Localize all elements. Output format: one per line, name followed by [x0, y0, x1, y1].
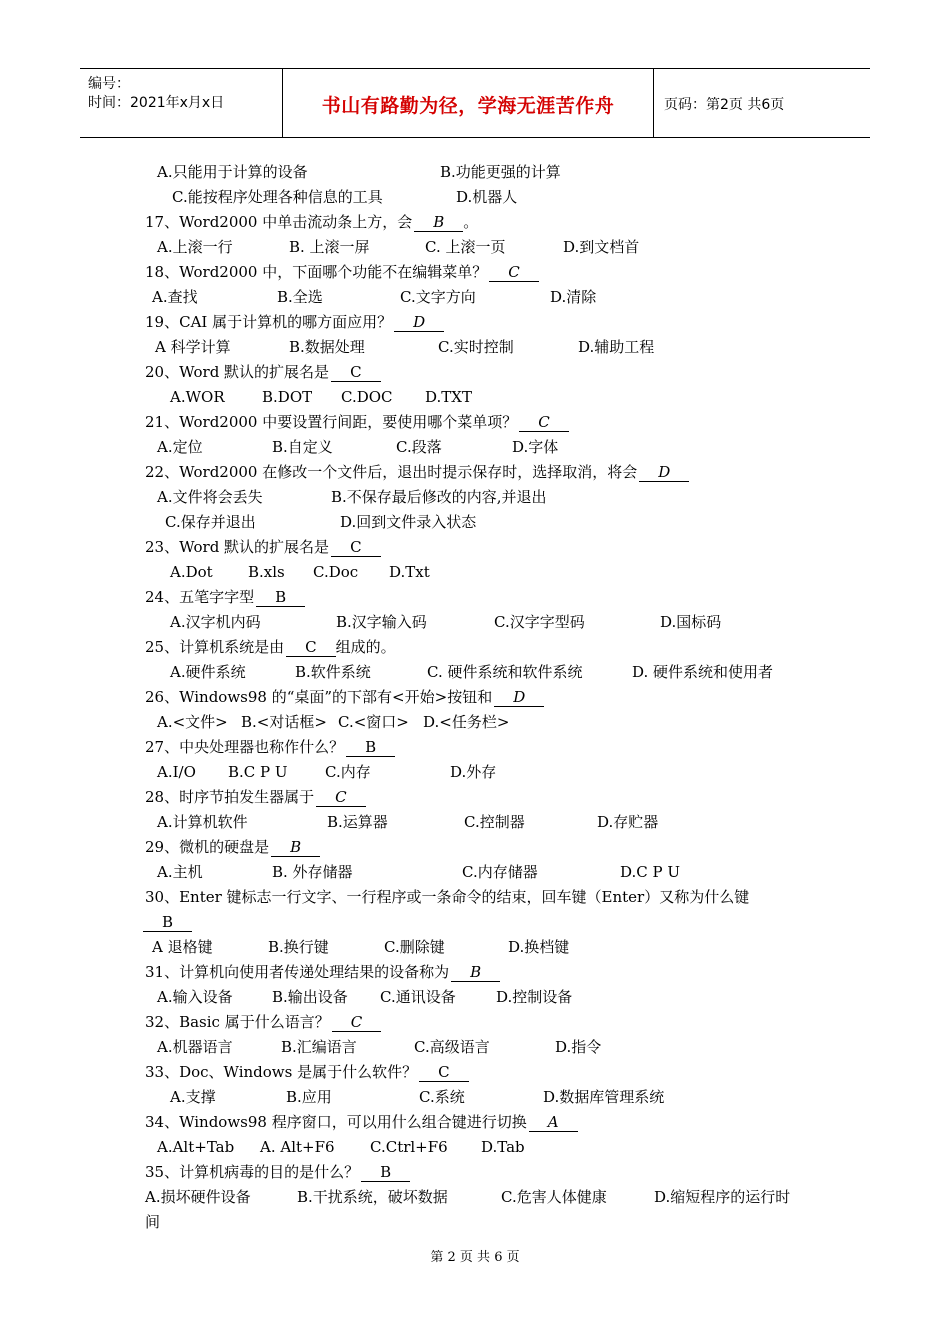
line-text: 22、Word2000 在修改一个文件后，退出时提示保存时，选择取消，将会	[145, 463, 638, 481]
line-text: 30、Enter 键标志一行文字、一行程序或一条命令的结束，回车键（Enter）又称为什么键	[145, 888, 750, 906]
line-text: 33、Doc、Windows 是属于什么软件？	[145, 1063, 418, 1081]
line-text: 23、Word 默认的扩展名是	[145, 538, 330, 556]
option-line	[389, 562, 430, 582]
line-text: A.I/O	[157, 763, 196, 781]
line-text: A.只能用于计算的设备	[157, 163, 308, 181]
option-line	[268, 937, 329, 957]
line-text: A.主机	[157, 863, 203, 881]
option-line	[157, 1137, 234, 1157]
line-text: C.DOC	[341, 388, 393, 406]
option-line	[157, 162, 308, 182]
line-text: D.机器人	[456, 188, 518, 206]
line-text: B.软件系统	[295, 663, 371, 681]
option-line	[172, 187, 383, 207]
option-line	[157, 237, 233, 257]
line-text: C.危害人体健康	[501, 1188, 607, 1206]
number-label: 编号：	[88, 76, 130, 92]
line-text: B. 上滚一屏	[289, 238, 370, 256]
line-text: A. Alt+F6	[260, 1138, 335, 1156]
option-line	[170, 1087, 216, 1107]
answer-blank: B	[361, 1164, 410, 1182]
answer-blank: C	[286, 639, 335, 657]
option-line	[632, 662, 773, 682]
line-text: D.到文档首	[563, 238, 640, 256]
question-line	[145, 462, 689, 482]
option-line	[281, 1037, 357, 1057]
question-line	[145, 1062, 469, 1082]
header-left-cell	[80, 69, 282, 137]
answer-blank: D	[394, 314, 444, 332]
question-line	[141, 912, 192, 932]
line-text: C.系统	[419, 1088, 465, 1106]
option-line	[660, 612, 721, 632]
option-line	[152, 287, 198, 307]
option-line	[481, 1137, 525, 1157]
option-line	[563, 237, 639, 257]
line-text: C.控制器	[464, 813, 525, 831]
option-line	[597, 812, 658, 832]
question-line	[145, 637, 396, 657]
option-line	[145, 887, 749, 907]
line-text: C.保存并退出	[165, 513, 256, 531]
line-text: A.汉字机内码	[170, 613, 261, 631]
option-line	[555, 1037, 601, 1057]
line-text: D.C P U	[620, 863, 681, 881]
line-text: B.输出设备	[272, 988, 348, 1006]
answer-blank: B	[271, 839, 320, 857]
line-text: 24、五笔字字型	[145, 588, 255, 606]
line-text: B. 外存储器	[272, 863, 353, 881]
option-line	[277, 287, 323, 307]
line-text: D. 硬件系统和使用者	[632, 663, 774, 681]
option-line	[384, 937, 445, 957]
option-line	[380, 987, 456, 1007]
line-text: D.控制设备	[496, 988, 573, 1006]
option-line	[496, 987, 572, 1007]
line-text: D.存贮器	[597, 813, 659, 831]
option-line	[170, 662, 246, 682]
question-line	[145, 262, 539, 282]
line-text: 18、Word2000 中，下面哪个功能不在编辑菜单？	[145, 263, 488, 281]
option-line	[157, 1037, 233, 1057]
option-line	[494, 612, 585, 632]
option-line	[165, 512, 256, 532]
line-text: B.干扰系统，破坏数据	[297, 1188, 448, 1206]
line-text: A.上滚一行	[157, 238, 233, 256]
line-text: C. 硬件系统和软件系统	[427, 663, 583, 681]
option-line	[578, 337, 654, 357]
line-text: B.不保存最后修改的内容,并退出	[331, 488, 547, 506]
line-text: B.<对话框>	[241, 713, 327, 731]
option-line	[464, 812, 525, 832]
question-line	[145, 312, 444, 332]
line-text: D.缩短程序的运行时	[654, 1188, 791, 1206]
line-text: C.内存储器	[462, 863, 538, 881]
question-line	[145, 537, 381, 557]
option-line	[620, 862, 680, 882]
line-text: A.文件将会丢失	[157, 488, 263, 506]
line-text: 20、Word 默认的扩展名是	[145, 363, 330, 381]
line-text: C.通讯设备	[380, 988, 456, 1006]
line-text: B.全选	[277, 288, 323, 306]
line-text: 28、时序节拍发生器属于	[145, 788, 315, 806]
option-line	[414, 1037, 490, 1057]
time-label: 时间：2021年x月x日	[88, 95, 225, 111]
option-line	[427, 662, 582, 682]
option-line	[157, 712, 228, 732]
answer-blank: D	[494, 689, 544, 707]
option-line	[157, 487, 263, 507]
line-text: D.指令	[555, 1038, 602, 1056]
answer-blank: B	[143, 914, 192, 932]
option-line	[170, 612, 261, 632]
line-text: 31、计算机向使用者传递处理结果的设备称为	[145, 963, 450, 981]
line-text: 34、Windows98 程序窗口，可以用什么组合键进行切换	[145, 1113, 527, 1131]
option-line	[508, 937, 569, 957]
answer-blank: B	[346, 739, 395, 757]
line-text: D.<任务栏>	[423, 713, 510, 731]
line-text: C.内存	[325, 763, 371, 781]
line-text: 35、计算机病毒的目的是什么？	[145, 1163, 360, 1181]
option-line	[157, 812, 248, 832]
question-line	[145, 212, 478, 232]
line-text: A.查找	[152, 288, 198, 306]
option-line	[241, 712, 327, 732]
option-line	[440, 162, 561, 182]
line-text: D.辅助工程	[578, 338, 655, 356]
line-text: B.应用	[286, 1088, 332, 1106]
option-line	[157, 862, 203, 882]
question-line	[145, 412, 569, 432]
line-text: D.换档键	[508, 938, 570, 956]
option-line	[170, 387, 225, 407]
question-line	[145, 787, 366, 807]
option-line	[157, 437, 203, 457]
line-text: D.外存	[450, 763, 497, 781]
line-text: A.<文件>	[157, 713, 228, 731]
option-line	[145, 1187, 251, 1207]
line-text: B.运算器	[327, 813, 388, 831]
option-line	[419, 1087, 465, 1107]
line-text: 17、Word2000 中单击流动条上方，会	[145, 213, 413, 231]
header-right-cell	[654, 69, 870, 137]
page-footer: 第 2 页 共 6 页	[430, 1250, 520, 1265]
option-line	[170, 562, 213, 582]
line-text: A.支撑	[170, 1088, 216, 1106]
option-line	[325, 762, 371, 782]
option-line	[396, 437, 442, 457]
option-line	[400, 287, 476, 307]
line-text: D.国标码	[660, 613, 722, 631]
option-line	[456, 187, 517, 207]
line-text: C.汉字字型码	[494, 613, 585, 631]
line-text: A.损坏硬件设备	[145, 1188, 251, 1206]
option-line	[543, 1087, 664, 1107]
line-text: C.实时控制	[438, 338, 514, 356]
answer-blank: B	[256, 589, 305, 607]
option-line	[262, 387, 312, 407]
line-text: B.汉字输入码	[336, 613, 427, 631]
option-line	[145, 1212, 160, 1232]
line-text: D.清除	[550, 288, 597, 306]
option-line	[331, 487, 547, 507]
option-line	[295, 662, 371, 682]
line-text: B.换行键	[268, 938, 329, 956]
option-line	[550, 287, 596, 307]
line-text: A.Dot	[170, 563, 213, 581]
line-text: D.TXT	[425, 388, 472, 406]
question-line	[145, 362, 381, 382]
option-line	[286, 1087, 332, 1107]
answer-blank: C	[332, 1014, 381, 1032]
line-text: C.Doc	[313, 563, 359, 581]
option-line	[336, 612, 427, 632]
answer-blank: C	[489, 264, 538, 282]
question-line	[145, 737, 395, 757]
option-line	[338, 712, 409, 732]
question-line	[145, 837, 320, 857]
line-text: 25、计算机系统是由	[145, 638, 285, 656]
option-line	[501, 1187, 607, 1207]
option-line	[272, 987, 348, 1007]
line-text: B.DOT	[262, 388, 313, 406]
option-line	[654, 1187, 790, 1207]
line-text: C.文字方向	[400, 288, 476, 306]
question-line	[145, 1162, 410, 1182]
line-text: 间	[145, 1213, 161, 1231]
line-text: 32、Basic 属于什么语言？	[145, 1013, 330, 1031]
option-line	[157, 762, 196, 782]
option-line	[327, 812, 388, 832]
line-text: A 科学计算	[155, 338, 231, 356]
line-text: A 退格键	[152, 938, 213, 956]
line-text: B.C P U	[228, 763, 288, 781]
option-line	[272, 437, 333, 457]
line-text: C.Ctrl+F6	[370, 1138, 448, 1156]
answer-blank: C	[519, 414, 568, 432]
header-motto-cell	[282, 69, 654, 137]
line-text: 29、微机的硬盘是	[145, 838, 270, 856]
option-line	[228, 762, 288, 782]
line-text: C.高级语言	[414, 1038, 490, 1056]
line-text: 27、中央处理器也称作什么？	[145, 738, 345, 756]
line-text: C.<窗口>	[338, 713, 409, 731]
option-line	[423, 712, 509, 732]
option-line	[370, 1137, 448, 1157]
line-text: A.WOR	[170, 388, 225, 406]
line-text: A.Alt+Tab	[157, 1138, 235, 1156]
option-line	[155, 337, 231, 357]
line-text: D.字体	[512, 438, 559, 456]
question-line	[145, 687, 544, 707]
option-line	[450, 762, 496, 782]
option-line	[425, 387, 472, 407]
question-line	[145, 1012, 381, 1032]
line-text: B.汇编语言	[281, 1038, 357, 1056]
line-text: A.机器语言	[157, 1038, 233, 1056]
line-text: B.数据处理	[289, 338, 365, 356]
question-line	[145, 587, 305, 607]
option-line	[438, 337, 514, 357]
line-text: B.自定义	[272, 438, 333, 456]
option-line	[272, 862, 353, 882]
question-line	[145, 1112, 578, 1132]
page-header	[80, 68, 870, 138]
question-line	[145, 962, 500, 982]
answer-blank: B	[451, 964, 500, 982]
line-text: A.计算机软件	[157, 813, 248, 831]
answer-blank: C	[419, 1064, 468, 1082]
line-text: A.硬件系统	[170, 663, 246, 681]
line-text: B.功能更强的计算	[440, 163, 561, 181]
line-text: C.段落	[396, 438, 442, 456]
answer-blank: C	[331, 539, 380, 557]
answer-blank: C	[316, 789, 365, 807]
line-text: A.定位	[157, 438, 203, 456]
line-text: D.回到文件录入状态	[340, 513, 477, 531]
line-text: C.能按程序处理各种信息的工具	[172, 188, 383, 206]
line-text: 26、Windows98 的“桌面”的下部有<开始>按钮和	[145, 688, 493, 706]
line-text: D.Tab	[481, 1138, 525, 1156]
answer-blank: A	[529, 1114, 578, 1132]
line-tail: 。	[463, 213, 479, 231]
option-line	[297, 1187, 448, 1207]
line-text: A.输入设备	[157, 988, 233, 1006]
option-line	[248, 562, 285, 582]
option-line	[260, 1137, 335, 1157]
option-line	[512, 437, 558, 457]
line-text: C.删除键	[384, 938, 445, 956]
option-line	[313, 562, 358, 582]
answer-blank: D	[639, 464, 689, 482]
page-label: 页码：第2页 共6页	[664, 97, 785, 113]
answer-blank: C	[331, 364, 380, 382]
option-line	[289, 237, 370, 257]
line-text: B.xls	[248, 563, 285, 581]
line-text: D.Txt	[389, 563, 430, 581]
line-text: 19、CAI 属于计算机的哪方面应用？	[145, 313, 393, 331]
option-line	[341, 387, 393, 407]
option-line	[289, 337, 365, 357]
answer-blank: B	[414, 214, 463, 232]
option-line	[462, 862, 538, 882]
line-text: C. 上滚一页	[425, 238, 506, 256]
line-text: D.数据库管理系统	[543, 1088, 665, 1106]
line-text: 21、Word2000 中要设置行间距，要使用哪个菜单项？	[145, 413, 518, 431]
option-line	[157, 987, 233, 1007]
option-line	[340, 512, 476, 532]
option-line	[152, 937, 213, 957]
line-tail: 组成的。	[335, 638, 396, 656]
motto: 书山有路勤为径，学海无涯苦作舟	[321, 95, 615, 117]
option-line	[425, 237, 505, 257]
